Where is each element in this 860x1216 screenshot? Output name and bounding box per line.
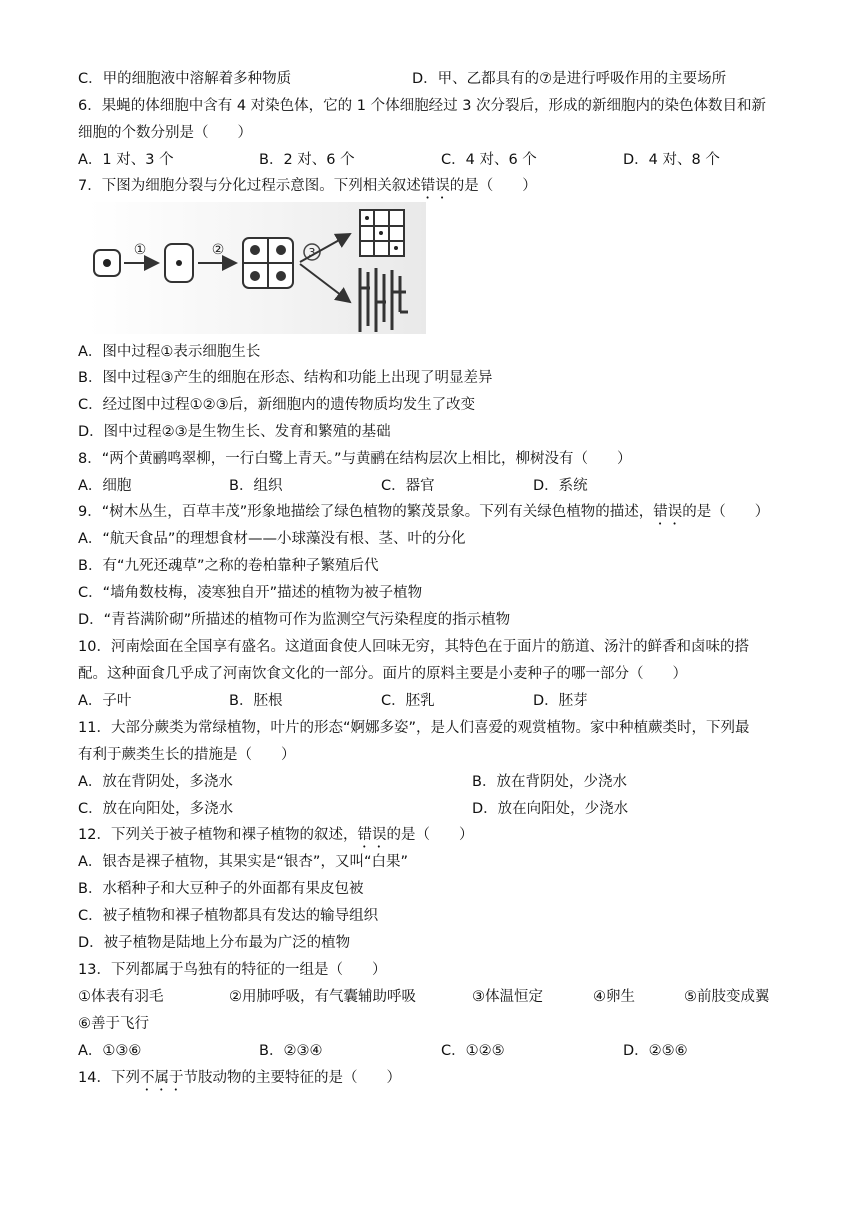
q10-option-d: D．胚芽 — [533, 693, 588, 709]
q9-stem-emphasis: 错误 — [653, 504, 683, 520]
q11-option-a: A．放在背阴处，多浇水 — [78, 774, 233, 790]
q12-stem — [78, 826, 473, 851]
q13-feature-1: ①体表有羽毛 — [78, 989, 164, 1005]
q11-stem-line2: 有利于蕨类生长的措施是（ ） — [78, 747, 296, 763]
label-step2: ② — [211, 242, 225, 258]
q11-option-c: C．放在向阳处，多浇水 — [78, 801, 234, 817]
q7-option-d: D．图中过程②③是生物生长、发育和繁殖的基础 — [78, 424, 391, 440]
q9-stem-pre: 9．“树木丛生，百草丰茂”形象地描绘了绿色植物的繁茂景象。下列有关绿色植物的描述， — [78, 504, 654, 520]
q12-option-d: D．被子植物是陆地上分布最为广泛的植物 — [78, 935, 351, 951]
q9-stem — [78, 503, 769, 528]
q14-stem-emphasis: 不属于 — [139, 1070, 184, 1086]
q7-stem-pre: 7．下图为细胞分裂与分化过程示意图。下列相关叙述 — [78, 178, 421, 194]
q7-stem-emphasis: 错误 — [420, 178, 450, 194]
q13-option-b: B．②③④ — [259, 1043, 323, 1059]
q6-option-c: C．4 对、6 个 — [441, 152, 537, 168]
q6-option-d: D．4 对、8 个 — [623, 152, 720, 168]
q10-option-a: A．子叶 — [78, 693, 132, 709]
q11-option-b: B．放在背阴处，少浇水 — [472, 774, 627, 790]
label-step1: ① — [133, 242, 147, 258]
divided-cells-group — [243, 238, 293, 288]
q7-stem-post: 的是（ ） — [449, 178, 537, 194]
cell-division-diagram — [88, 202, 426, 334]
q13-feature-6: ⑥善于飞行 — [78, 1016, 149, 1032]
q8-option-b: B．组织 — [229, 478, 283, 494]
q11-option-d: D．放在向阳处，少浇水 — [472, 801, 629, 817]
q13-option-c: C．①②⑤ — [441, 1043, 505, 1059]
q11-stem-line1: 11．大部分蕨类为常绿植物，叶片的形态“婀娜多姿”，是人们喜爱的观赏植物。家中种植蕨类时，下列最 — [78, 720, 750, 736]
label-step3: 3 — [308, 246, 316, 259]
q6-stem-line2: 细胞的个数分别是（ ） — [78, 125, 252, 141]
q7-stem — [78, 177, 537, 202]
q7-option-b: B．图中过程③产生的细胞在形态、结构和功能上出现了明显差异 — [78, 370, 493, 386]
q6-stem-line1: 6．果蝇的体细胞中含有 4 对染色体，它的 1 个体细胞经过 3 次分裂后，形成的新细胞内的染色体数目和新 — [78, 98, 767, 114]
q7-option-a: A．图中过程①表示细胞生长 — [78, 344, 261, 360]
q6-option-b: B．2 对、6 个 — [259, 152, 355, 168]
q13-option-d: D．②⑤⑥ — [623, 1043, 688, 1059]
q14-stem — [78, 1069, 401, 1094]
q10-stem-line2: 配。这种面食几乎成了河南饮食文化的一部分。面片的原料主要是小麦种子的哪一部分（ ） — [78, 666, 687, 682]
q13-option-a: A．①③⑥ — [78, 1043, 142, 1059]
q13-stem: 13．下列都属于鸟独有的特征的一组是（ ） — [78, 962, 387, 978]
q9-stem-post: 的是（ ） — [682, 504, 770, 520]
q14-stem-pre: 14．下列 — [78, 1070, 140, 1086]
q14-stem-post: 节肢动物的主要特征的是（ ） — [183, 1070, 401, 1086]
q10-option-c: C．胚乳 — [381, 693, 435, 709]
q7-option-c: C．经过图中过程①②③后，新细胞内的遗传物质均发生了改变 — [78, 397, 476, 413]
q6-option-a: A．1 对、3 个 — [78, 152, 174, 168]
q12-stem-post: 的是（ ） — [386, 827, 474, 843]
q13-feature-4: ④卵生 — [593, 989, 635, 1005]
q12-option-b: B．水稻种子和大豆种子的外面都有果皮包被 — [78, 881, 364, 897]
q12-option-c: C．被子植物和裸子植物都具有发达的输导组织 — [78, 908, 379, 924]
q9-option-b: B．有“九死还魂草”之称的卷柏靠种子繁殖后代 — [78, 558, 379, 574]
q13-feature-5: ⑤前肢变成翼 — [684, 989, 770, 1005]
q5-option-d: D．甲、乙都具有的⑦是进行呼吸作用的主要场所 — [412, 71, 727, 87]
q13-feature-3: ③体温恒定 — [472, 989, 543, 1005]
q10-option-b: B．胚根 — [229, 693, 283, 709]
q12-option-a: A．银杏是裸子植物，其果实是“银杏”，又叫“白果” — [78, 854, 408, 870]
q12-stem-emphasis: 错误 — [357, 827, 387, 843]
q10-stem-line1: 10．河南烩面在全国享有盛名。这道面食使人回味无穷，其特色在于面片的筋道、汤汁的鲜香和卤味的搭 — [78, 639, 749, 655]
q9-option-c: C．“墙角数枝梅，凌寒独自开”描述的植物为被子植物 — [78, 585, 423, 601]
q8-option-a: A．细胞 — [78, 478, 132, 494]
q8-stem: 8．“两个黄鹂鸣翠柳，一行白鹭上青天。”与黄鹂在结构层次上相比，柳树没有（ ） — [78, 451, 632, 467]
q9-option-d: D．“青苔满阶砌”所描述的植物可作为监测空气污染程度的指示植物 — [78, 612, 511, 628]
q9-option-a: A．“航天食品”的理想食材——小球藻没有根、茎、叶的分化 — [78, 531, 466, 547]
q5-option-c: C．甲的细胞液中溶解着多种物质 — [78, 71, 292, 87]
q8-option-d: D．系统 — [533, 478, 588, 494]
q13-feature-2: ②用肺呼吸，有气囊辅助呼吸 — [229, 989, 416, 1005]
q12-stem-pre: 12．下列关于被子植物和裸子植物的叙述， — [78, 827, 358, 843]
q8-option-c: C．器官 — [381, 478, 435, 494]
differentiated-tissue-upper — [360, 210, 404, 256]
